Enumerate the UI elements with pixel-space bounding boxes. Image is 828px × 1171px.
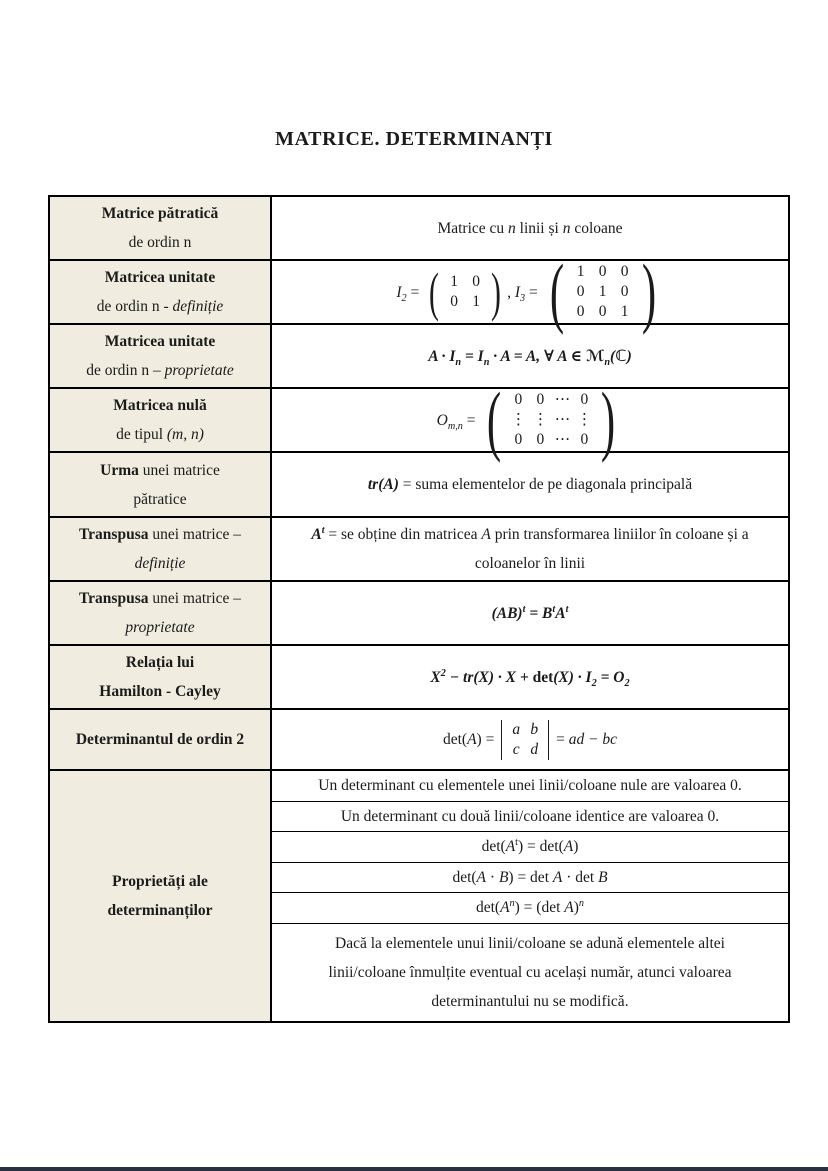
row-content-hamilton-cayley xyxy=(272,646,788,708)
matrix-cell: ⋮ xyxy=(510,411,527,428)
matrix-grid-3x3 xyxy=(570,262,636,322)
text-part: = suma elementelor de pe diagonala principală xyxy=(398,476,693,493)
formula-part: · det xyxy=(562,868,599,886)
matrix-cell: 0 xyxy=(620,283,629,300)
matrix-omn xyxy=(481,376,621,463)
property-formula xyxy=(482,832,579,861)
formula-run xyxy=(552,725,617,754)
property-det-transpose xyxy=(272,831,788,862)
var-A: A xyxy=(564,899,574,917)
row-label-urma-matrice xyxy=(50,453,272,516)
label-line2 xyxy=(58,485,262,514)
equals-sign: ) = xyxy=(476,731,499,748)
matrix-cell: 1 xyxy=(620,303,629,320)
label-italic: (m, n) xyxy=(166,426,204,443)
equals-sign: = xyxy=(525,604,543,622)
label-bold: Relația lui xyxy=(125,654,195,671)
matrix-grid-3x4 xyxy=(507,390,595,450)
formula-result: ad − bc xyxy=(568,731,618,748)
row-label-hamilton-cayley xyxy=(50,646,272,708)
row-content-determinant-properties xyxy=(272,771,788,1021)
hamilton-cayley-formula xyxy=(430,663,629,692)
label-bold: Transpusa xyxy=(78,590,149,607)
formula-part: ) = det xyxy=(508,868,553,886)
label-line1 xyxy=(58,520,262,549)
matrix-cell: c xyxy=(512,740,520,758)
label-bold: Matricea unitate xyxy=(104,269,216,286)
row-label-transpusa-proprietate xyxy=(50,582,272,644)
subscript-n: n xyxy=(483,356,490,368)
label-italic: definiție xyxy=(134,555,186,572)
var-A: A xyxy=(505,838,516,856)
equals-sign: = xyxy=(462,411,480,429)
formula-part: = I xyxy=(461,347,484,365)
formula-part: A · I xyxy=(428,347,456,365)
label-line1 xyxy=(58,584,262,613)
label-line2 xyxy=(58,228,262,257)
null-matrix-formula xyxy=(436,376,624,463)
identity-property-formula xyxy=(428,342,631,371)
formula-run xyxy=(507,278,542,307)
row-content-null-matrix xyxy=(272,376,788,463)
property-identical-lines xyxy=(272,801,788,832)
var-A: A xyxy=(467,731,477,748)
formula-part: (AB) xyxy=(491,604,523,622)
matrix-cell: 0 xyxy=(580,431,589,448)
label-text: de ordin n – xyxy=(86,362,165,379)
matrix-i3 xyxy=(544,248,662,335)
row-matrice-patratica xyxy=(50,197,788,259)
row-matricea-unitate-proprietate xyxy=(50,323,788,387)
formula-part: ) = det( xyxy=(518,838,564,856)
matrix-cell: ⋯ xyxy=(554,411,571,428)
property-null-line xyxy=(272,771,788,801)
var-A: A xyxy=(481,526,491,543)
row-content-determinant-2 xyxy=(272,710,788,769)
formula-run xyxy=(437,406,480,435)
matrix-cell: 0 xyxy=(576,303,585,320)
property-formula xyxy=(476,893,584,922)
label-line1 xyxy=(58,199,262,228)
superscript-n: n xyxy=(578,898,585,910)
var-B: B xyxy=(498,868,509,886)
label-line2 xyxy=(58,420,262,449)
label-bold: Matricea unitate xyxy=(104,333,216,350)
text-part: prin transformarea liniilor în coloane și a coloanelor în linii xyxy=(474,526,749,572)
row-transpusa-definitie xyxy=(50,516,788,580)
matrix-cell: 1 xyxy=(598,283,607,300)
right-paren: ) xyxy=(641,248,656,335)
matrix-cell: d xyxy=(530,740,539,758)
row-content-identity-property xyxy=(272,325,788,387)
label-bold: Matrice pătratică xyxy=(101,205,219,222)
matrix-cell: 0 xyxy=(514,391,523,408)
matrix-cell: 0 xyxy=(450,293,459,310)
matrix-cell: a xyxy=(512,720,521,738)
superscript-t: t xyxy=(552,603,556,615)
label-italic: proprietate xyxy=(164,362,234,379)
row-content-transpose-property xyxy=(272,582,788,644)
var-A: A xyxy=(476,868,487,886)
matrix-cell: ⋯ xyxy=(554,431,571,448)
label-line1 xyxy=(58,327,262,356)
var-A: A xyxy=(311,526,322,543)
formula-part: (ℂ) xyxy=(610,347,632,365)
label-text: de tipul xyxy=(116,426,167,443)
label-line1 xyxy=(58,391,262,420)
matrix-cell: 1 xyxy=(450,273,459,290)
label-line1 xyxy=(58,648,262,677)
det-operator: det( xyxy=(475,899,501,917)
var-B: B xyxy=(542,604,553,622)
row-determinant-ordin-2 xyxy=(50,708,788,769)
matrix-cell: ⋮ xyxy=(532,411,549,428)
matrix-cell: ⋯ xyxy=(554,391,571,408)
text-part: = se obține din matricea xyxy=(324,526,482,543)
row-label-determinant-ordin-2 xyxy=(50,710,272,769)
label-bold: Determinantul de ordin 2 xyxy=(75,731,245,748)
formula-run xyxy=(443,725,498,754)
formula-part: ) xyxy=(573,838,579,856)
label-text: pătratice xyxy=(133,490,187,508)
identity-matrices-formula xyxy=(396,248,663,335)
property-text: Un determinant cu două linii/coloane identice are valoarea 0. xyxy=(340,807,720,825)
matrices-determinants-table xyxy=(48,195,790,1023)
row-proprietati-determinanti xyxy=(50,769,788,1021)
det-operator: det( xyxy=(452,868,477,886)
matrix-i2 xyxy=(425,262,505,322)
text-part: linii și xyxy=(515,219,563,237)
left-paren: ( xyxy=(429,262,440,322)
matrix-cell: 1 xyxy=(576,263,585,280)
property-add-lines xyxy=(272,923,788,1021)
matrix-cell: 0 xyxy=(598,263,607,280)
equals-sign: = xyxy=(525,283,542,301)
matrix-cell: 0 xyxy=(514,431,523,448)
comma: , xyxy=(507,283,515,301)
superscript-t: t xyxy=(522,603,526,615)
label-bold: Hamilton - Cayley xyxy=(99,683,221,700)
row-label-matricea-nula xyxy=(50,389,272,451)
formula-part: (X) · I xyxy=(553,668,592,686)
row-label-transpusa-definitie xyxy=(50,518,272,580)
row-label-matricea-unitate-definitie xyxy=(50,261,272,323)
row-hamilton-cayley xyxy=(50,644,788,708)
right-paren: ) xyxy=(491,262,502,322)
dot-operator: · xyxy=(486,868,499,886)
formula-part: · A = A, xyxy=(489,347,541,365)
label-line2 xyxy=(58,356,262,385)
matrix-cell: 0 xyxy=(598,303,607,320)
left-paren: ( xyxy=(549,248,564,335)
left-paren: ( xyxy=(487,376,502,463)
subscript-2: 2 xyxy=(401,292,407,304)
superscript-t: t xyxy=(321,524,325,536)
formula-part: ∀ A ∈ ℳ xyxy=(540,347,605,365)
label-line1 xyxy=(58,867,262,896)
label-bold: Urma xyxy=(100,461,139,479)
row-content-trace xyxy=(272,453,788,516)
label-line2 xyxy=(58,896,262,925)
row-urma-matrice xyxy=(50,451,788,516)
row-label-matricea-unitate-proprietate xyxy=(50,325,272,387)
property-det-power xyxy=(272,892,788,923)
var-A: A xyxy=(563,838,574,856)
superscript-2: 2 xyxy=(440,667,446,679)
var-O: O xyxy=(436,411,448,429)
formula-part: = O xyxy=(596,668,625,686)
determinant-formula xyxy=(443,720,617,760)
property-text: Un determinant cu elementele unei linii/coloane nule are valoarea 0. xyxy=(318,777,742,795)
matrix-cell: 1 xyxy=(472,293,481,310)
label-bold: Proprietăți ale xyxy=(112,872,208,890)
var-A: A xyxy=(555,604,566,622)
matrix-cell: ⋮ xyxy=(576,411,593,428)
var-I3: I xyxy=(514,283,521,301)
formula-part: ) xyxy=(573,899,579,917)
property-text: Dacă la elementele unui linii/coloane se adună elementele altei linii/coloane înmulțite eventual cu același număr, atunci valoarea determinantului nu se modifică. xyxy=(328,934,732,1010)
superscript-t: t xyxy=(515,837,518,849)
row-content-identity-definition xyxy=(272,248,788,335)
trace-definition xyxy=(368,470,692,499)
var-n: n xyxy=(508,219,516,237)
matrix-cell: 0 xyxy=(576,283,585,300)
row-content-transpose-definition xyxy=(272,518,788,580)
formula-part: − tr(X) · X + xyxy=(445,668,533,686)
det-operator: det xyxy=(532,668,554,686)
superscript-n: n xyxy=(509,898,515,910)
determinant-bars-matrix xyxy=(501,720,549,760)
equals-sign: = xyxy=(406,283,424,301)
transpose-property-formula xyxy=(492,599,569,628)
page-bottom-edge-bar xyxy=(0,1167,828,1171)
var-A: A xyxy=(500,899,510,917)
property-det-product xyxy=(272,862,788,893)
row-transpusa-proprietate xyxy=(50,580,788,644)
label-line1 xyxy=(58,725,262,754)
subscript-3: 3 xyxy=(520,292,526,304)
subscript-2: 2 xyxy=(591,677,597,689)
subscript-n: n xyxy=(455,356,462,368)
row-matricea-unitate-definitie xyxy=(50,248,788,335)
label-text: de ordin n - xyxy=(96,298,173,315)
matrix-cell: 0 xyxy=(472,273,481,290)
var-B: B xyxy=(598,868,608,886)
row-content-matrice-patratica xyxy=(272,197,788,259)
label-text: unei matrice – xyxy=(148,590,242,607)
var-n: n xyxy=(562,219,571,237)
matrix-cell: 0 xyxy=(536,431,545,448)
matrix-cell: 0 xyxy=(536,391,545,408)
row-matricea-nula xyxy=(50,376,788,463)
text-part: coloane xyxy=(570,219,623,237)
matrix-cell: 0 xyxy=(580,391,589,408)
label-line1 xyxy=(58,456,262,485)
right-paren: ) xyxy=(601,376,616,463)
page-title: MATRICE. DETERMINANȚI xyxy=(275,128,553,150)
label-line2 xyxy=(58,613,262,642)
label-bold: Transpusa xyxy=(78,526,149,543)
superscript-t: t xyxy=(565,603,569,615)
formula-run xyxy=(396,278,423,307)
var-I2: I xyxy=(396,283,402,301)
matrix-cell: b xyxy=(530,720,539,738)
subscript-2: 2 xyxy=(624,677,630,689)
matrix-cell: 0 xyxy=(620,263,629,280)
row-label-matrice-patratica xyxy=(50,197,272,259)
var-X: X xyxy=(430,668,441,686)
det-operator: det( xyxy=(442,731,468,748)
definition-text xyxy=(437,214,622,243)
label-italic: definiție xyxy=(172,298,224,315)
text-part: Matrice cu xyxy=(437,219,509,237)
label-text: unei matrice xyxy=(138,461,220,479)
label-line2 xyxy=(58,549,262,578)
label-text: de ordin n xyxy=(128,234,192,251)
label-italic: proprietate xyxy=(125,619,195,636)
equals-sign: = xyxy=(552,731,569,748)
label-line1 xyxy=(58,263,262,292)
formula-trA: tr(A) xyxy=(367,476,399,493)
transpose-definition-text xyxy=(286,520,774,578)
subscript-mn: m,n xyxy=(447,420,463,432)
formula-part: ) = (det xyxy=(514,899,565,917)
label-line2 xyxy=(58,677,262,706)
property-formula xyxy=(452,863,607,892)
row-label-proprietati-determinanti xyxy=(50,771,272,1021)
label-bold: Matricea nulă xyxy=(113,397,207,414)
label-text: unei matrice – xyxy=(148,526,242,543)
label-line2 xyxy=(58,292,262,321)
label-bold: determinanților xyxy=(107,901,213,919)
subscript-n: n xyxy=(604,356,611,368)
var-A: A xyxy=(552,868,563,886)
det-operator: det( xyxy=(481,838,506,856)
matrix-grid-2x2 xyxy=(443,272,487,312)
